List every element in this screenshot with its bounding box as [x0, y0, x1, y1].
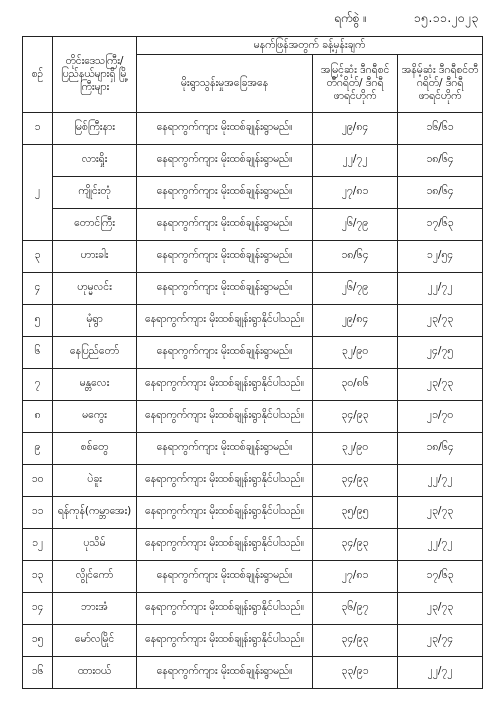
table-row	[23, 177, 483, 209]
row-min-temp: ၂၃/၇၄	[398, 625, 483, 657]
row-no: ၁၄	[23, 593, 53, 625]
table-row	[23, 465, 483, 497]
row-min-temp: ၁၈/၆၄	[398, 433, 483, 465]
row-city: ဟားခါး	[53, 241, 137, 273]
row-no: ၃	[23, 241, 53, 273]
row-no: ၅	[23, 305, 53, 337]
row-min-temp: ၁၆/၆၁	[398, 113, 483, 145]
row-city: မကွေး	[53, 401, 137, 433]
row-condition: နေရာကွက်ကျား မိုးထစ်ချုန်းရွာမည်။	[137, 561, 313, 593]
table-row	[23, 145, 483, 177]
row-min-temp: ၁၂/၅၄	[398, 241, 483, 273]
row-min-temp: ၂၃/၇၃	[398, 497, 483, 529]
row-min-temp: ၂၄/၇၅	[398, 337, 483, 369]
row-no: ၉	[23, 433, 53, 465]
row-condition: နေရာကွက်ကျား မိုးထစ်ချုန်းရွာမည်။	[137, 273, 313, 305]
row-no: ၁၀	[23, 465, 53, 497]
table-row	[23, 529, 483, 561]
row-min-temp: ၂၂/၇၂	[398, 465, 483, 497]
row-no: ၁၆	[23, 657, 53, 689]
row-no: ၁၅	[23, 625, 53, 657]
table-row	[23, 625, 483, 657]
row-max-temp: ၁၈/၆၄	[313, 241, 398, 273]
row-max-temp: ၃၃/၉၁	[313, 657, 398, 689]
row-no: ၇	[23, 369, 53, 401]
row-min-temp: ၁၇/၆၃	[398, 209, 483, 241]
row-no: ၈	[23, 401, 53, 433]
row-no: ၁	[23, 113, 53, 145]
row-condition: နေရာကွက်ကျား မိုးထစ်ချုန်းရွာမည်။	[137, 209, 313, 241]
table-row	[23, 273, 483, 305]
table-row	[23, 209, 483, 241]
header-min-temp: အနိမ့်ဆုံး ဒီဂရီစင်တီဂရိတ်/ ဒီဂရီဖာရင်ဟိုက်	[398, 55, 483, 113]
row-max-temp: ၂၇/၈၁	[313, 561, 398, 593]
row-min-temp: ၁၈/၆၄	[398, 177, 483, 209]
row-condition: နေရာကွက်ကျား မိုးထစ်ချုန်းရွာနိုင်ပါသည်။	[137, 369, 313, 401]
row-city: မြစ်ကြီးနား	[53, 113, 137, 145]
row-max-temp: ၃၄/၉၃	[313, 529, 398, 561]
table-row	[23, 657, 483, 689]
header-no: စဉ်	[23, 37, 53, 113]
row-min-temp: ၂၃/၇၃	[398, 593, 483, 625]
row-min-temp: ၂၂/၇၂	[398, 657, 483, 689]
row-city: ရန်ကုန်(ကမ္ဘာအေး)	[53, 497, 137, 529]
row-condition: နေရာကွက်ကျား မိုးထစ်ချုန်းရွာမည်။	[137, 241, 313, 273]
row-max-temp: ၂၂/၇၂	[313, 145, 398, 177]
row-max-temp: ၂၉/၈၄	[313, 305, 398, 337]
header-region-city: တိုင်းဒေသကြီး/ ပြည်နယ်များရှိ မြို့ကြီးများ	[53, 37, 137, 113]
date-value: ၁၅.၁၁.၂၀၂၃	[414, 11, 479, 25]
row-city: ဟုမ္မလင်း	[53, 273, 137, 305]
row-condition: နေရာကွက်ကျား မိုးထစ်ချုန်းရွာမည်။	[137, 657, 313, 689]
row-max-temp: ၃၂/၉၀	[313, 337, 398, 369]
row-max-temp: ၃၀/၈၆	[313, 369, 398, 401]
row-min-temp: ၂၁/၇၀	[398, 401, 483, 433]
row-min-temp: ၂၃/၇၃	[398, 305, 483, 337]
forecast-table	[22, 36, 483, 689]
row-city: မုံရွာ	[53, 305, 137, 337]
row-condition: နေရာကွက်ကျား မိုးထစ်ချုန်းရွာမည်။	[137, 177, 313, 209]
date-label: ရက်စွဲ ။	[334, 11, 367, 25]
table-row	[23, 401, 483, 433]
row-max-temp: ၃၄/၉၃	[313, 465, 398, 497]
row-no: ၄	[23, 273, 53, 305]
row-city: မန္တလေး	[53, 369, 137, 401]
row-no: ၁၂	[23, 529, 53, 561]
row-condition: နေရာကွက်ကျား မိုးထစ်ချုန်းရွာနိုင်ပါသည်။	[137, 465, 313, 497]
table-row	[23, 305, 483, 337]
table-row	[23, 241, 483, 273]
row-city: ကျိုင်းတုံ	[53, 177, 137, 209]
row-city: လွိုင်ကော်	[53, 561, 137, 593]
date-line	[0, 6, 504, 28]
row-city: မော်လမြိုင်	[53, 625, 137, 657]
row-city: နေပြည်တော်	[53, 337, 137, 369]
row-max-temp: ၂၇/၈၁	[313, 177, 398, 209]
row-max-temp: ၃၂/၉၀	[313, 433, 398, 465]
table-row	[23, 497, 483, 529]
row-condition: နေရာကွက်ကျား မိုးထစ်ချုန်းရွာနိုင်ပါသည်။	[137, 529, 313, 561]
row-min-temp: ၁၇/၆၃	[398, 561, 483, 593]
row-condition: နေရာကွက်ကျား မိုးထစ်ချုန်းရွာနိုင်ပါသည်။	[137, 497, 313, 529]
row-max-temp: ၃၆/၉၇	[313, 593, 398, 625]
row-no: ၁၁	[23, 497, 53, 529]
table-row	[23, 433, 483, 465]
row-condition: နေရာကွက်ကျား မိုးထစ်ချုန်းရွာနိုင်ပါသည်။	[137, 593, 313, 625]
row-city: လားရှိုး	[53, 145, 137, 177]
row-max-temp: ၂၉/၈၄	[313, 113, 398, 145]
row-min-temp: ၂၂/၇၂	[398, 273, 483, 305]
row-city: ပုသိမ်	[53, 529, 137, 561]
row-city: ထားဝယ်	[53, 657, 137, 689]
table-row	[23, 113, 483, 145]
header-condition: မိုးရွာသွန်းမှုအခြေအနေ	[137, 55, 313, 113]
row-max-temp: ၂၆/၇၉	[313, 209, 398, 241]
row-max-temp: ၃၅/၉၅	[313, 497, 398, 529]
row-condition: နေရာကွက်ကျား မိုးထစ်ချုန်းရွာမည်။	[137, 337, 313, 369]
header-forecast-group: မနက်ဖြန်အတွက် ခန့်မှန်းချက်	[137, 37, 483, 55]
table-row	[23, 561, 483, 593]
row-condition: နေရာကွက်ကျား မိုးထစ်ချုန်းရွာမည်။	[137, 145, 313, 177]
row-max-temp: ၂၆/၇၉	[313, 273, 398, 305]
table-row	[23, 337, 483, 369]
table-row	[23, 593, 483, 625]
row-max-temp: ၃၄/၉၃	[313, 401, 398, 433]
row-no: ၂	[23, 145, 53, 241]
row-condition: နေရာကွက်ကျား မိုးထစ်ချုန်းရွာမည်။	[137, 433, 313, 465]
row-no: ၁၃	[23, 561, 53, 593]
row-city: စစ်တွေ	[53, 433, 137, 465]
row-condition: နေရာကွက်ကျား မိုးထစ်ချုန်းရွာမည်။	[137, 113, 313, 145]
row-no: ၆	[23, 337, 53, 369]
row-min-temp: ၁၈/၆၄	[398, 145, 483, 177]
row-min-temp: ၂၂/၇၂	[398, 529, 483, 561]
table-row	[23, 369, 483, 401]
row-city: ပဲခူး	[53, 465, 137, 497]
row-city: ဘားအံ	[53, 593, 137, 625]
row-condition: နေရာကွက်ကျား မိုးထစ်ချုန်းရွာနိုင်ပါသည်။	[137, 305, 313, 337]
row-city: တောင်ကြီး	[53, 209, 137, 241]
row-max-temp: ၃၄/၉၃	[313, 625, 398, 657]
header-max-temp: အမြင့်ဆုံး ဒီဂရီစင်တီဂရိတ်/ ဒီဂရီဖာရင်ဟိုက်	[313, 55, 398, 113]
row-condition: နေရာကွက်ကျား မိုးထစ်ချုန်းရွာနိုင်ပါသည်။	[137, 625, 313, 657]
row-min-temp: ၂၃/၇၃	[398, 369, 483, 401]
row-condition: နေရာကွက်ကျား မိုးထစ်ချုန်းရွာနိုင်ပါသည်။	[137, 401, 313, 433]
